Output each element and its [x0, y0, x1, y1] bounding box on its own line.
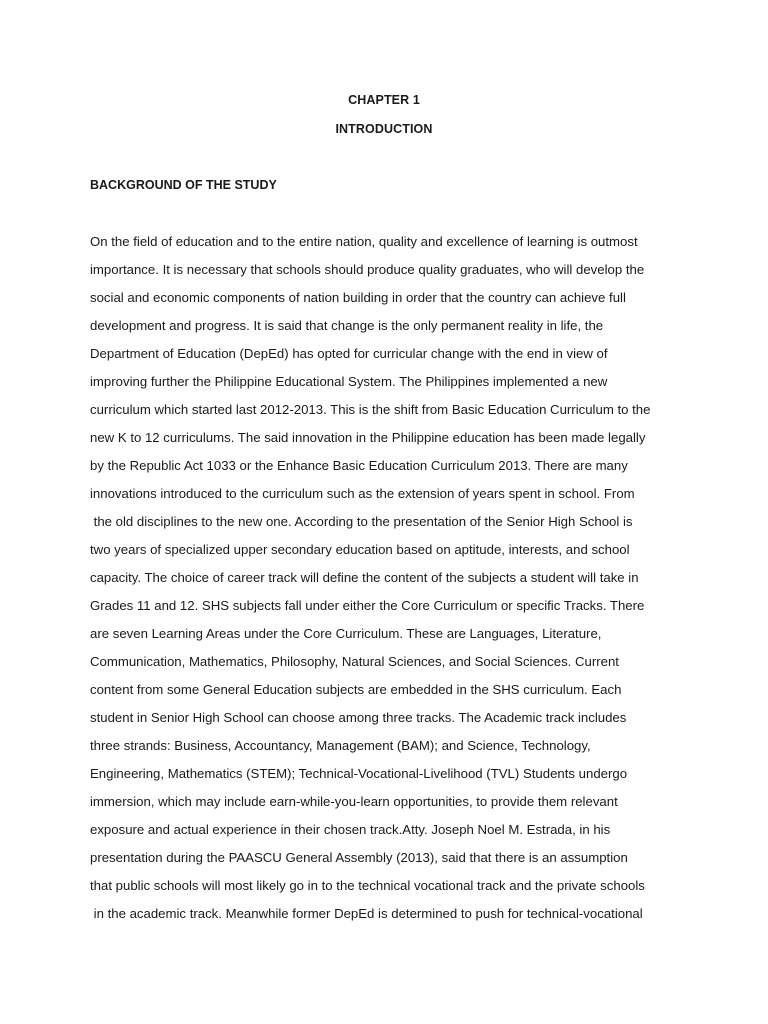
paragraph-line: the old disciplines to the new one. According to the presentation of the Senior High School is [90, 514, 633, 529]
paragraph-line: in the academic track. Meanwhile former DepEd is determined to push for technical-vocational [90, 906, 643, 921]
paragraph-line: improving further the Philippine Educational System. The Philippines implemented a new [90, 374, 608, 389]
paragraph-line: On the field of education and to the entire nation, quality and excellence of learning is outmost [90, 234, 638, 249]
paragraph-line: Department of Education (DepEd) has opted for curricular change with the end in view of [90, 346, 608, 361]
paragraph-line: development and progress. It is said that change is the only permanent reality in life, the [90, 318, 604, 333]
chapter-number: CHAPTER 1 [348, 93, 420, 107]
paragraph-line: new K to 12 curriculums. The said innovation in the Philippine education has been made legally [90, 430, 646, 445]
paragraph-line: two years of specialized upper secondary education based on aptitude, interests, and school [90, 542, 630, 557]
paragraph-line: Engineering, Mathematics (STEM); Technical-Vocational-Livelihood (TVL) Students undergo [90, 766, 628, 781]
paragraph-line: that public schools will most likely go in to the technical vocational track and the private schools [90, 878, 645, 893]
paragraph-line: exposure and actual experience in their chosen track.Atty. Joseph Noel M. Estrada, in his [90, 822, 611, 837]
paragraph-line: Grades 11 and 12. SHS subjects fall under either the Core Curriculum or specific Tracks. There [90, 598, 645, 613]
chapter-title: INTRODUCTION [335, 122, 433, 136]
section-heading: BACKGROUND OF THE STUDY [90, 178, 277, 192]
paragraph-line: three strands: Business, Accountancy, Management (BAM); and Science, Technology, [90, 738, 591, 753]
paragraph-line: curriculum which started last 2012-2013. This is the shift from Basic Education Curriculum to the [90, 402, 651, 417]
paragraph-line: immersion, which may include earn-while-you-learn opportunities, to provide them relevant [90, 794, 618, 809]
paragraph-line: capacity. The choice of career track will define the content of the subjects a student will take in [90, 570, 639, 585]
paragraph-line: presentation during the PAASCU General Assembly (2013), said that there is an assumption [90, 850, 628, 865]
paragraph-line: Communication, Mathematics, Philosophy, Natural Sciences, and Social Sciences. Current [90, 654, 619, 669]
body-paragraph [90, 233, 690, 933]
paragraph-line: student in Senior High School can choose among three tracks. The Academic track includes [90, 710, 627, 725]
paragraph-line: are seven Learning Areas under the Core Curriculum. These are Languages, Literature, [90, 626, 602, 641]
paragraph-line: social and economic components of nation building in order that the country can achieve full [90, 290, 626, 305]
paragraph-line: importance. It is necessary that schools should produce quality graduates, who will develop the [90, 262, 645, 277]
paragraph-line: content from some General Education subjects are embedded in the SHS curriculum. Each [90, 682, 622, 697]
paragraph-line: by the Republic Act 1033 or the Enhance Basic Education Curriculum 2013. There are many [90, 458, 628, 473]
paragraph-line: innovations introduced to the curriculum such as the extension of years spent in school. From [90, 486, 635, 501]
